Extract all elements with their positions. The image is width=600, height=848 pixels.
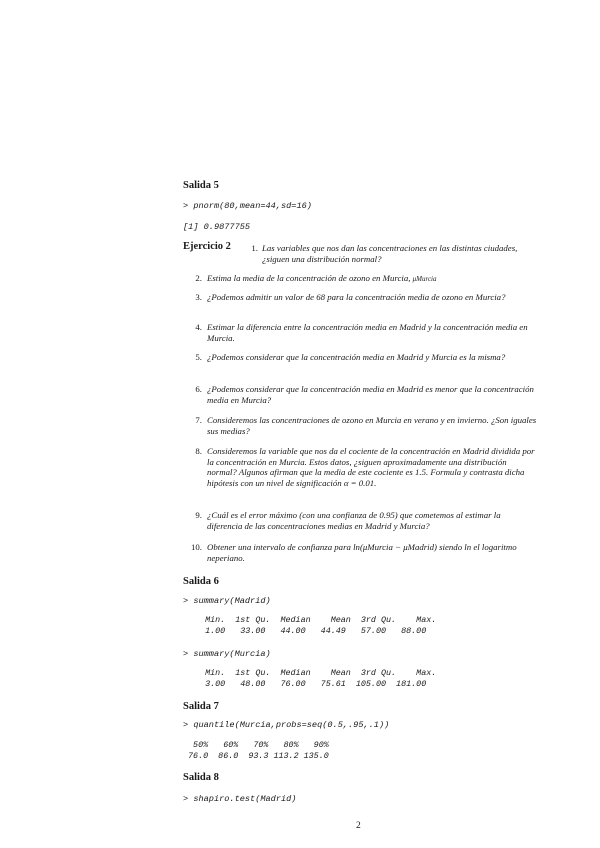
- item-number: 8.: [195, 446, 202, 456]
- exercise-item-6: ¿Podemos considerar que la concentración media en Madrid es menor que la concentración media en Murcia?: [207, 384, 534, 405]
- item-number: 9.: [195, 510, 202, 520]
- salida6-heading: Salida 6: [183, 576, 219, 587]
- salida5-result: [1] 0.9877755: [183, 222, 251, 232]
- salida6-command-murcia: > summary(Murcia): [183, 649, 271, 659]
- exercise-item-8: Consideremos la variable que nos da el cociente de la concentración en Madrid dividida por la concentración en Murcia. Estos datos, ¿siguen aproximadamente una distribución normal? Algunos afirman que la media de este cociente es 1.5. Formula y contrasta dicha hipótesis con un nivel de significación α = 0.01.: [207, 446, 535, 488]
- item-number: 2.: [195, 273, 202, 283]
- exercise-item-10: Obtener una intervalo de confianza para ln(μMurcia − μMadrid) siendo ln el logaritmo neperiano.: [207, 542, 517, 563]
- salida7-heading: Salida 7: [183, 701, 219, 712]
- salida8-heading: Salida 8: [183, 772, 219, 783]
- item-number: 7.: [195, 415, 202, 425]
- item-number: 4.: [195, 322, 202, 332]
- summary-murcia-table: Min. 1st Qu. Median Mean 3rd Qu. Max. 3.00 48.00 76.00 75.61 105.00 181.00: [205, 668, 437, 689]
- item-number: 1.: [251, 243, 258, 253]
- exercise-item-5: ¿Podemos considerar que la concentración media en Madrid y Murcia es la misma?: [207, 352, 506, 362]
- item-number: 6.: [195, 384, 202, 394]
- exercise-item-9: ¿Cuál es el error máximo (con una confianza de 0.95) que cometemos al estimar la diferencia de las concentraciones medias en Madrid y Murcia?: [207, 510, 501, 531]
- page-number: 2: [356, 821, 361, 831]
- ejercicio2-label: Ejercicio 2: [183, 241, 231, 252]
- salida7-command: > quantile(Murcia,probs=seq(0.5,.95,.1)): [183, 720, 390, 730]
- salida6-command-madrid: > summary(Madrid): [183, 596, 271, 606]
- item-number: 5.: [195, 352, 202, 362]
- exercise-item-2: Estima la media de la concentración de ozono en Murcia, μMurcia: [207, 273, 437, 283]
- item-number: 3.: [195, 292, 202, 302]
- salida5-heading: Salida 5: [183, 180, 219, 191]
- exercise-item-1: Las variables que nos dan las concentraciones en las distintas ciudades, ¿siguen una distribución normal?: [262, 243, 518, 264]
- salida5-command: > pnorm(80,mean=44,sd=16): [183, 201, 312, 211]
- exercise-item-4: Estimar la diferencia entre la concentración media en Madrid y la concentración media en Murcia.: [207, 322, 528, 343]
- summary-madrid-table: Min. 1st Qu. Median Mean 3rd Qu. Max. 1.00 33.00 44.00 44.49 57.00 88.00: [205, 615, 437, 636]
- item-number: 10.: [191, 542, 202, 552]
- salida8-command: > shapiro.test(Madrid): [183, 794, 297, 804]
- quantile-table: 50% 60% 70% 80% 90% 76.0 86.0 93.3 113.2 135.0: [188, 740, 329, 761]
- mu-murcia-symbol: μMurcia: [412, 275, 437, 283]
- exercise-item-3: ¿Podemos admitir un valor de 68 para la concentración media de ozono en Murcia?: [207, 292, 506, 302]
- exercise-item-7: Consideremos las concentraciones de ozono en Murcia en verano y en invierno. ¿Son iguales sus medias?: [207, 415, 537, 436]
